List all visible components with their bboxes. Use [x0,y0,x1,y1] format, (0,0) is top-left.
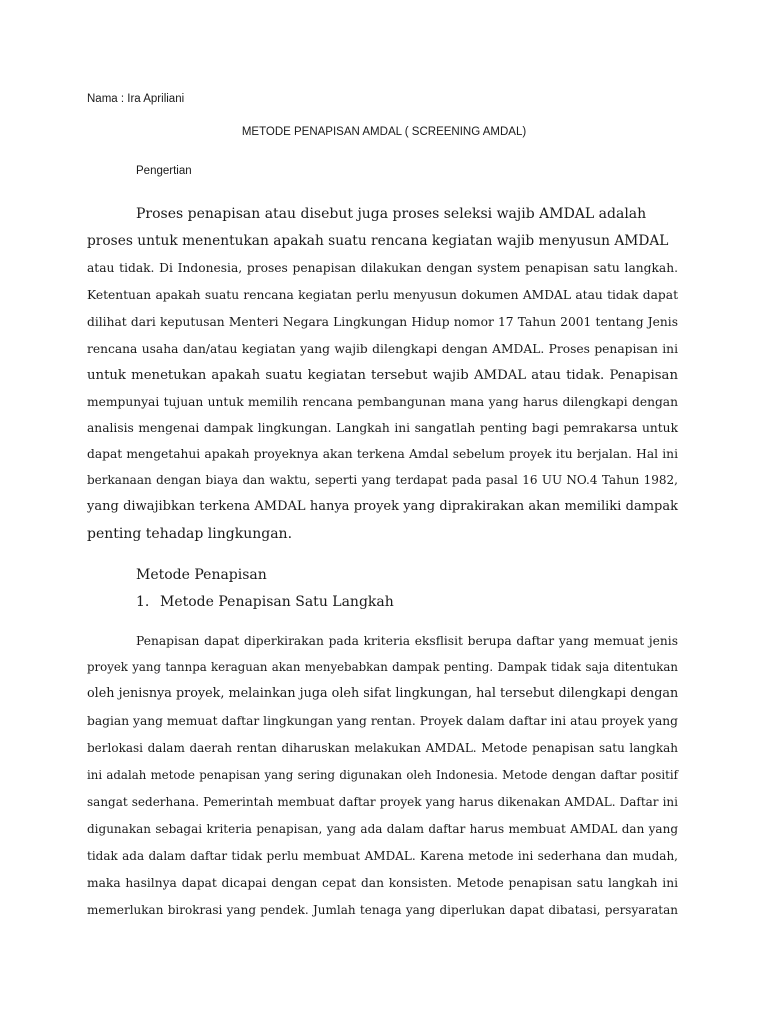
paragraph-line: bagian yang memuat daftar lingkungan yang rentan. Proyek dalam daftar ini atau proyek yang [87,714,678,728]
paragraph-line: berkanaan dengan biaya dan waktu, seperti yang terdapat pada pasal 16 UU NO.4 Tahun 1982, [87,473,678,487]
paragraph-line: Proses penapisan atau disebut juga proses seleksi wajib AMDAL adalah [136,206,647,222]
paragraph-line: yang diwajibkan terkena AMDAL hanya proyek yang diprakirakan akan memiliki dampak [87,499,678,514]
list-item-number: 1. [136,594,150,610]
section-heading-pengertian: Pengertian [136,165,192,177]
section-heading-metode: Metode Penapisan [136,567,267,583]
paragraph-line: proses untuk menentukan apakah suatu rencana kegiatan wajib menyusun AMDAL [87,233,669,249]
paragraph-line: Ketentuan apakah suatu rencana kegiatan perlu menyusun dokumen AMDAL atau tidak dapat [87,288,678,302]
paragraph-line: rencana usaha dan/atau kegiatan yang wajib dilengkapi dengan AMDAL. Proses penapisan ini [87,342,678,356]
paragraph-line: sangat sederhana. Pemerintah membuat daftar proyek yang harus dikenakan AMDAL. Daftar ini [87,795,678,809]
paragraph-line: mempunyai tujuan untuk memilih rencana pembangunan mana yang harus dilengkapi dengan [87,395,678,409]
list-item-label: Metode Penapisan Satu Langkah [160,594,394,610]
author-name-line: Nama : Ira Apriliani [87,93,185,105]
paragraph-line: oleh jenisnya proyek, melainkan juga oleh sifat lingkungan, hal tersebut dilengkapi dengan [87,686,679,701]
document-title: METODE PENAPISAN AMDAL ( SCREENING AMDAL) [241,126,527,138]
paragraph-line: proyek yang tannpa keraguan akan menyebabkan dampak penting. Dampak tidak saja ditentukan [87,660,678,674]
paragraph-line: untuk menetukan apakah suatu kegiatan tersebut wajib AMDAL atau tidak. Penapisan [87,368,678,383]
paragraph-line: ini adalah metode penapisan yang sering digunakan oleh Indonesia. Metode dengan daftar positif [87,768,678,782]
paragraph-line: analisis mengenai dampak lingkungan. Langkah ini sangatlah penting bagi pemrakarsa untuk [87,421,678,435]
paragraph-line: penting tehadap lingkungan. [87,526,293,542]
paragraph-line: tidak ada dalam daftar tidak perlu membuat AMDAL. Karena metode ini sederhana dan mudah, [87,849,678,863]
paragraph-line: memerlukan birokrasi yang pendek. Jumlah tenaga yang diperlukan dapat dibatasi, persyaratan [87,903,678,917]
paragraph-line: dilihat dari keputusan Menteri Negara Lingkungan Hidup nomor 17 Tahun 2001 tentang Jenis [87,315,678,329]
paragraph-line: dapat mengetahui apakah proyeknya akan terkena Amdal sebelum proyek itu berjalan. Hal ini [87,447,678,461]
paragraph-line: berlokasi dalam daerah rentan diharuskan melakukan AMDAL. Metode penapisan satu langkah [87,741,678,755]
paragraph-line: maka hasilnya dapat dicapai dengan cepat dan konsisten. Metode penapisan satu langkah ini [87,876,678,890]
paragraph-line: atau tidak. Di Indonesia, proses penapisan dilakukan dengan system penapisan satu langkah. [87,261,678,275]
paragraph-line: digunakan sebagai kriteria penapisan, yang ada dalam daftar harus membuat AMDAL dan yang [87,822,678,836]
paragraph-line: Penapisan dapat diperkirakan pada kriteria eksflisit berupa daftar yang memuat jenis [136,634,678,648]
